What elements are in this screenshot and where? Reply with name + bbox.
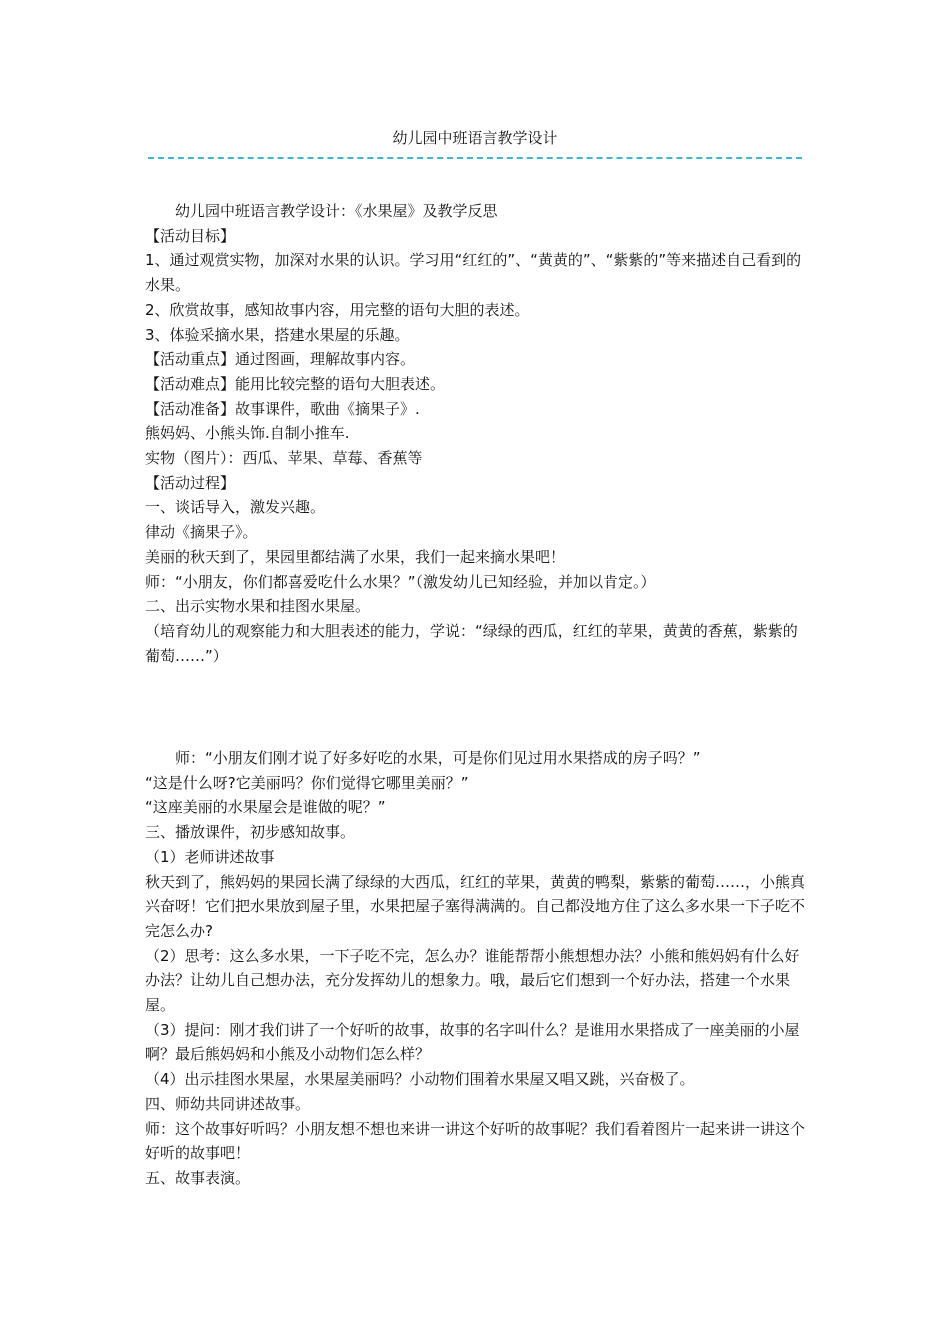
paragraph: 【活动准备】故事课件，歌曲《摘果子》. (145, 399, 420, 418)
content-block-1 (145, 199, 809, 668)
paragraph: 实物（图片）：西瓜、苹果、草莓、香蕉等 (145, 449, 423, 468)
paragraph: “这是什么呀?它美丽吗？你们觉得它哪里美丽？” (145, 773, 469, 792)
paragraph: 一、谈话导入，激发兴趣。 (145, 498, 326, 517)
paragraph: 师：“小朋友，你们都喜爱吃什么水果？”（激发幼儿已知经验，并加以肯定。） (145, 572, 656, 591)
paragraph: 【活动目标】 (145, 226, 236, 245)
document-title: 幼儿园中班语言教学设计 (392, 129, 558, 147)
paragraph: 律动《摘果子》。 (145, 523, 258, 542)
paragraph: 【活动过程】 (145, 473, 236, 492)
paragraph: “这座美丽的水果屋会是谁做的呢？” (145, 798, 386, 817)
paragraph: 3、体验采摘水果，搭建水果屋的乐趣。 (145, 325, 410, 344)
paragraph: 熊妈妈、小熊头饰.自制小推车. (145, 424, 350, 443)
paragraph: （培育幼儿的观察能力和大胆表述的能力，学说：“绿绿的西瓜，红红的苹果，黄黄的香蕉，紫紫的葡萄……”） (145, 621, 798, 665)
paragraph: （1）老师讲述故事 (145, 847, 275, 866)
paragraph: 美丽的秋天到了，果园里都结满了水果，我们一起来摘水果吧！ (145, 547, 566, 566)
paragraph: 四、师幼共同讲述故事。 (145, 1094, 311, 1113)
paragraph: 【活动重点】通过图画，理解故事内容。 (145, 350, 416, 369)
section-heading: 幼儿园中班语言教学设计：《水果屋》及教学反思 (175, 202, 498, 220)
paragraph: 秋天到了，熊妈妈的果园长满了绿绿的大西瓜，红红的苹果，黄黄的鸭梨，紫紫的葡萄……，小熊真兴奋呀！它们把水果放到屋子里，水果把屋子塞得满满的。自己都没地方住了这么多水果一下子吃不完怎么办? (145, 872, 806, 940)
paragraph: （2）思考：这么多水果，一下子吃不完，怎么办？谁能帮帮小熊想想办法？小熊和熊妈妈有什么好办法？让幼儿自己想办法，充分发挥幼儿的想象力。哦，最后它们想到一个好办法，搭建一个水果屋。 (145, 946, 800, 1015)
paragraph: 师：这个故事好听吗？小朋友想不想也来讲一讲这个好听的故事呢？我们看着图片一起来讲一讲这个好听的故事吧！ (145, 1119, 806, 1163)
paragraph: 1、通过观赏实物，加深对水果的认识。学习用“红红的”、“黄黄的”、“紫紫的”等来描述自己看到的水果。 (145, 251, 802, 295)
paragraph: 三、播放课件，初步感知故事。 (145, 823, 356, 842)
paragraph: 2、欣赏故事，感知故事内容，用完整的语句大胆的表述。 (145, 300, 530, 319)
paragraph: 师：“小朋友们刚才说了好多好吃的水果，可是你们见过用水果搭成的房子吗？” (175, 749, 701, 767)
content-block-2 (145, 746, 809, 1191)
paragraph: 二、出示实物水果和挂图水果屋。 (145, 597, 371, 616)
title-divider (148, 157, 802, 159)
paragraph: 【活动难点】能用比较完整的语句大胆表述。 (145, 374, 446, 393)
paragraph: 五、故事表演。 (145, 1168, 251, 1187)
paragraph: （4）出示挂图水果屋，水果屋美丽吗？小动物们围着水果屋又唱又跳，兴奋极了。 (145, 1070, 695, 1089)
paragraph: （3）提问：刚才我们讲了一个好听的故事，故事的名字叫什么？是谁用水果搭成了一座美丽的小屋啊？最后熊妈妈和小熊及小动物们怎么样？ (145, 1020, 800, 1064)
